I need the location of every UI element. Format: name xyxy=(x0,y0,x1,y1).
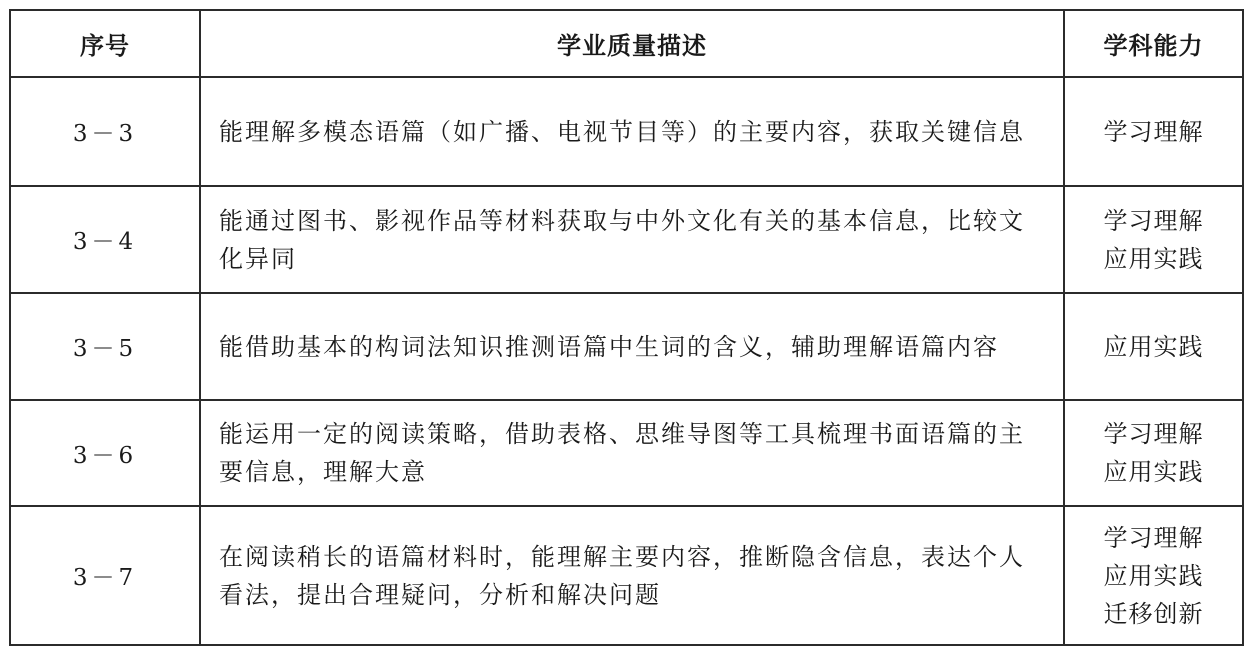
table-row xyxy=(10,77,1243,186)
table-row xyxy=(10,186,1243,293)
quality-table xyxy=(9,9,1244,646)
row-id: 3－4 xyxy=(10,186,200,293)
ability-label: 应用实践 xyxy=(1103,244,1204,273)
row-description: 在阅读稍长的语篇材料时，能理解主要内容，推断隐含信息，表达个人看法，提出合理疑问，分析和解决问题 xyxy=(200,506,1064,645)
header-description: 学业质量描述 xyxy=(200,10,1064,77)
ability-label: 应用实践 xyxy=(1103,332,1204,361)
row-abilities xyxy=(1064,77,1243,186)
row-abilities xyxy=(1064,506,1243,645)
table-row xyxy=(10,293,1243,400)
ability-label: 学习理解 xyxy=(1103,420,1204,448)
ability-label: 应用实践 xyxy=(1103,458,1204,486)
row-description: 能借助基本的构词法知识推测语篇中生词的含义，辅助理解语篇内容 xyxy=(200,293,1064,400)
table-row xyxy=(10,400,1243,506)
ability-label: 应用实践 xyxy=(1103,561,1204,590)
ability-label: 学习理解 xyxy=(1103,206,1204,235)
row-id: 3－5 xyxy=(10,293,200,400)
ability-label: 学习理解 xyxy=(1103,117,1204,146)
row-id: 3－7 xyxy=(10,506,200,645)
header-row xyxy=(10,10,1243,77)
row-description: 能通过图书、影视作品等材料获取与中外文化有关的基本信息，比较文化异同 xyxy=(200,186,1064,293)
row-description: 能理解多模态语篇（如广播、电视节目等）的主要内容，获取关键信息 xyxy=(200,77,1064,186)
ability-label: 迁移创新 xyxy=(1103,599,1204,628)
row-id: 3－6 xyxy=(10,400,200,506)
row-abilities xyxy=(1064,186,1243,293)
row-id: 3－3 xyxy=(10,77,200,186)
row-abilities xyxy=(1064,293,1243,400)
ability-label: 学习理解 xyxy=(1103,523,1204,552)
header-ability: 学科能力 xyxy=(1064,10,1243,77)
row-abilities xyxy=(1064,400,1243,506)
table-row xyxy=(10,506,1243,645)
header-id: 序号 xyxy=(10,10,200,77)
row-description: 能运用一定的阅读策略，借助表格、思维导图等工具梳理书面语篇的主要信息，理解大意 xyxy=(200,400,1064,506)
